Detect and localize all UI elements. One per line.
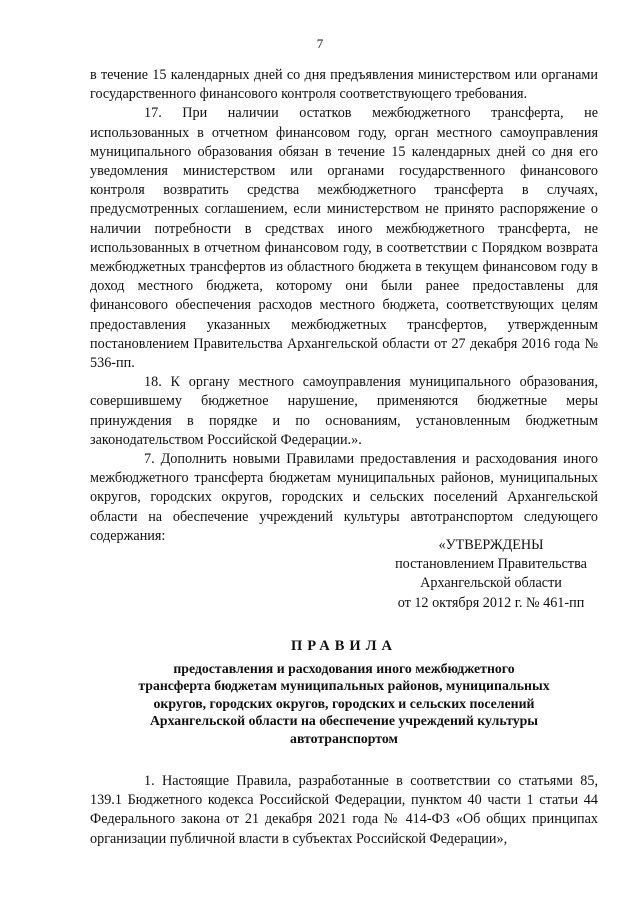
approval-line-region: Архангельской области <box>420 575 562 592</box>
rules-subtitle-line: предоставления и расходования иного межбюджетного <box>173 661 515 676</box>
paragraph-continuation: в течение 15 календарных дней со дня предъявления министерством или органами государственного финансового контроля соответствующего требования. <box>90 67 598 103</box>
top-text-block <box>90 66 598 546</box>
rules-title: ПРАВИЛА <box>291 638 397 654</box>
approval-stamp-block <box>366 536 616 613</box>
paragraph-17: 17. При наличии остатков межбюджетного трансферта, не использованных в отчетном финансовом году, орган местного самоуправления муниципального образования обязан в течение 15 календарных дней со дня его уведомления министерством или органами государственного финансового контроля возвратить средства межбюджетного трансферта в случаях, предусмотренных соглашением, если министерством не принято распоряжение о наличии потребности в средствах иного межбюджетного трансферта, не использованных в отчетном финансовом году, в соответствии с Порядком возврата межбюджетных трансфертов из областного бюджета в текущем финансовом году в доход местного бюджета, которому они были ранее предоставлены для финансового обеспечения расходов местного бюджета, соответствующих целям предоставления указанных межбюджетных трансфертов, утвержденным постановлением Правительства Архангельской области от 27 декабря 2016 года № 536-пп. <box>90 105 598 372</box>
bottom-text-block <box>90 772 598 849</box>
paragraph-rules-1: 1. Настоящие Правила, разработанные в соответствии со статьями 85, 139.1 Бюджетного кодекса Российской Федерации, пунктом 40 части 1 статьи 44 Федерального закона от 21 декабря 2021 года № 414-ФЗ «Об общих принципах организации публичной власти в субъектах Российской Федерации», <box>90 773 598 847</box>
rules-subtitle-line: Архангельской области на обеспечение учреждений культуры <box>149 713 539 729</box>
rules-subtitle <box>100 660 588 747</box>
paragraph-7-amendment: 7. Дополнить новыми Правилами предоставления и расходования иного межбюджетного трансферта бюджетам муниципальных районов, муниципальных округов, городских округов, городских и сельских поселений Архангельской области на обеспечение учреждений культуры автотранспортом следующего содержания: <box>90 451 598 544</box>
page-number: 7 <box>316 36 324 51</box>
rules-subtitle-line: автотранспортом <box>290 730 398 746</box>
approval-line-resolution: постановлением Правительства <box>395 556 587 573</box>
rules-subtitle-line: округов, городских округов, городских и сельских поселений <box>153 695 535 711</box>
paragraph-18: 18. К органу местного самоуправления муниципального образования, совершившему бюджетное нарушение, применяются бюджетные меры принуждения в порядке и по основаниям, установленным бюджетным законодательством Российской Федерации.». <box>90 374 598 448</box>
approval-line-date: от 12 октября 2012 г. № 461-пп <box>397 594 585 611</box>
approval-heading: «УТВЕРЖДЕНЫ <box>438 537 544 553</box>
rules-subtitle-line: трансферта бюджетам муниципальных районов, муниципальных <box>138 678 550 694</box>
